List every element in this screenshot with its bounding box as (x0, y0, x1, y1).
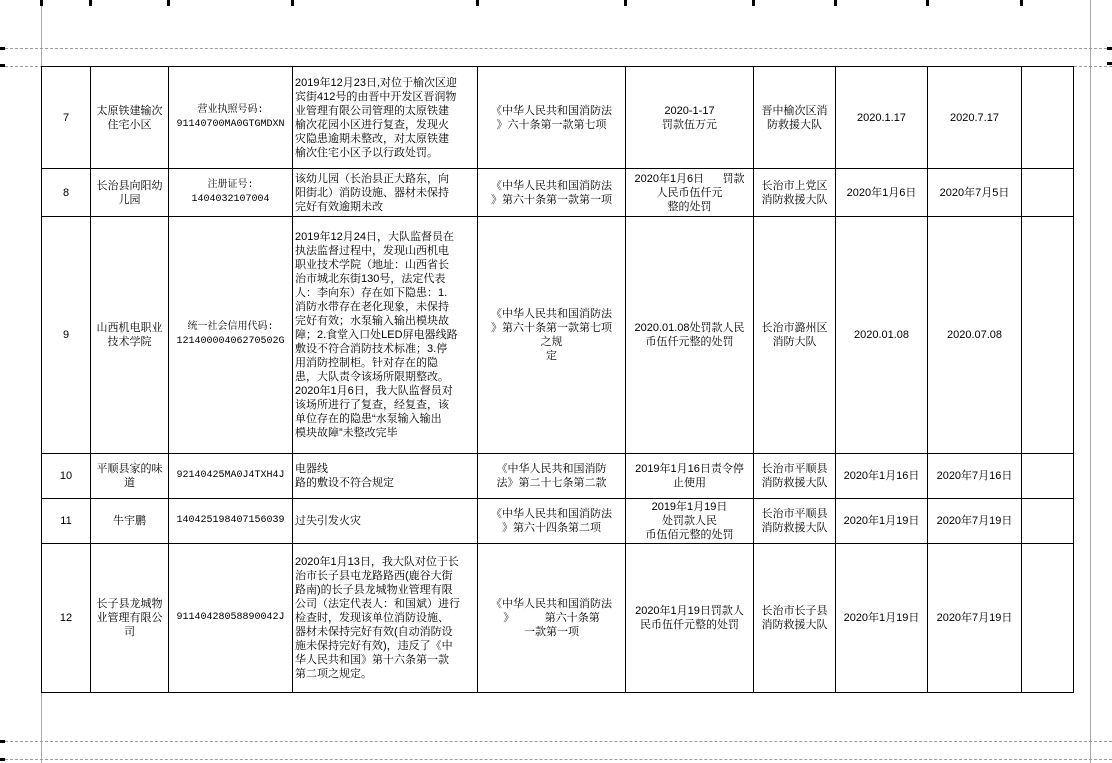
penalty-cell: 2020.01.08处罚款人民 币伍仟元整的处罚 (626, 217, 754, 454)
violation-facts-cell: 2020年1月13日，我大队对位于长 治市长子县屯龙路路西(鹿谷大街 路南)的长子县龙城物业管理有限 公司（法定代表人：和国斌）进行 检查时，发现该单位消防设施、 器材未保持完好有效(自动消防设 施未保持完好有效)，违反了《中 华人民共和国》第十六条第一款 第二项之规定。 (293, 544, 478, 693)
legal-basis-cell: 《中华人民共和国消防法 》第六十四条第二项 (478, 499, 626, 544)
decision-date-cell: 2020.1.17 (836, 67, 928, 169)
top-margin-handle-right[interactable] (1107, 62, 1112, 65)
violation-facts-cell: 过失引发火灾 (293, 499, 478, 544)
entity-code-cell: 统一社会信用代码: 12140000406270502G (169, 217, 293, 454)
penalty-cell: 2020年1月19日罚款人 民币伍仟元整的处罚 (626, 544, 754, 693)
authority-cell: 长治市长子县 消防救援大队 (754, 544, 836, 693)
row-number-cell: 12 (42, 544, 91, 693)
authority-cell: 长治市上党区 消防救援大队 (754, 169, 836, 217)
empty-cell (1022, 217, 1074, 454)
penalty-cell: 2020年1月6日 罚款 人民币伍仟元 整的处罚 (626, 169, 754, 217)
header-margin-handle[interactable] (0, 47, 5, 50)
legal-basis-cell: 《中华人民共和国消防法 》 第六十条第 一款第一项 (478, 544, 626, 693)
footer-margin-guide[interactable] (0, 759, 1112, 760)
table-row (42, 169, 1074, 217)
entity-code-cell: 营业执照号码: 91140700MA0GTGMDXN (169, 67, 293, 169)
table-row (42, 544, 1074, 693)
authority-cell: 晋中榆次区消 防救援大队 (754, 67, 836, 169)
violation-facts-cell: 电器线 路的敷设不符合规定 (293, 454, 478, 499)
column-width-handle[interactable] (476, 0, 479, 6)
end-date-cell: 2020.07.08 (928, 217, 1022, 454)
row-number-cell: 9 (42, 217, 91, 454)
end-date-cell: 2020.7.17 (928, 67, 1022, 169)
entity-code-cell: 注册证号: 1404032107004 (169, 169, 293, 217)
row-number-cell: 10 (42, 454, 91, 499)
violation-facts-cell: 2019年12月23日,对位于榆次区迎 宾街412号的由晋中开发区晋润物 业管理有限公司管理的太原铁建 榆次花园小区进行复查，发现火 灾隐患逾期未整改，对太原铁建 榆次住宅小区予以行政处罚。 (293, 67, 478, 169)
decision-date-cell: 2020年1月19日 (836, 544, 928, 693)
violation-facts-cell: 该幼儿园（长治县正大路东，向 阳街北）消防设施、器材未保持 完好有效逾期未改 (293, 169, 478, 217)
authority-cell: 长治市潞州区 消防大队 (754, 217, 836, 454)
penalty-table (41, 66, 1074, 693)
legal-basis-cell: 《中华人民共和国消防 法》第二十七条第二款 (478, 454, 626, 499)
column-width-handle[interactable] (1020, 0, 1023, 6)
top-margin-handle[interactable] (0, 64, 5, 67)
entity-name-cell: 平顺县家的味 道 (91, 454, 169, 499)
table-row (42, 499, 1074, 544)
table-row (42, 217, 1074, 454)
bottom-margin-handle[interactable] (0, 740, 5, 743)
bottom-margin-guide[interactable] (0, 741, 1112, 742)
violation-facts-cell: 2019年12月24日，大队监督员在 执法监督过程中，发现山西机电 职业技术学院（地址：山西省长 治市城北东街130号，法定代表 人：李向东）存在如下隐患：1. 消防水带存在老化现象，未保持 完好有效；水泵输入输出模块故 障；2.食堂入口处LED屏电器线路 敷设不符合消防技术标准；3.停 用消防控制柜。针对存在的隐 患，大队责令该场所限期整改。 2020年1月6日，我大队监督员对 该场所进行了复查，经复查，该 单位存在的隐患“水泵输入输出 模块故障”未整改完毕 (293, 217, 478, 454)
end-date-cell: 2020年7月16日 (928, 454, 1022, 499)
decision-date-cell: 2020年1月6日 (836, 169, 928, 217)
empty-cell (1022, 67, 1074, 169)
authority-cell: 长治市平顺县 消防救援大队 (754, 499, 836, 544)
end-date-cell: 2020年7月19日 (928, 544, 1022, 693)
penalty-cell: 2019年1月16日责令停 止使用 (626, 454, 754, 499)
column-width-handle[interactable] (834, 0, 837, 6)
column-width-handle[interactable] (167, 0, 170, 6)
end-date-cell: 2020年7月19日 (928, 499, 1022, 544)
penalty-cell: 2019年1月19日 处罚款人民 币伍佰元整的处罚 (626, 499, 754, 544)
authority-cell: 长治市平顺县 消防救援大队 (754, 454, 836, 499)
entity-code-cell: 92140425MA0J4TXH4J (169, 454, 293, 499)
table-row (42, 454, 1074, 499)
empty-cell (1022, 169, 1074, 217)
end-date-cell: 2020年7月5日 (928, 169, 1022, 217)
footer-margin-handle[interactable] (0, 758, 5, 761)
entity-name-cell: 长子县龙城物 业管理有限公 司 (91, 544, 169, 693)
empty-cell (1022, 499, 1074, 544)
column-width-handle[interactable] (291, 0, 294, 6)
entity-name-cell: 牛宇鹏 (91, 499, 169, 544)
column-width-handle[interactable] (40, 0, 43, 6)
column-width-handle[interactable] (752, 0, 755, 6)
row-number-cell: 8 (42, 169, 91, 217)
legal-basis-cell: 《中华人民共和国消防法 》第六十条第一款第七项 之规 定 (478, 217, 626, 454)
decision-date-cell: 2020年1月19日 (836, 499, 928, 544)
decision-date-cell: 2020.01.08 (836, 217, 928, 454)
right-margin-guide[interactable] (1090, 0, 1091, 763)
entity-code-cell: 91140428058890042J (169, 544, 293, 693)
empty-cell (1022, 454, 1074, 499)
column-width-handle[interactable] (624, 0, 627, 6)
header-margin-guide[interactable] (0, 48, 1112, 49)
table-row (42, 67, 1074, 169)
entity-name-cell: 长治县向阳幼 儿园 (91, 169, 169, 217)
entity-name-cell: 山西机电职业 技术学院 (91, 217, 169, 454)
row-number-cell: 11 (42, 499, 91, 544)
decision-date-cell: 2020年1月16日 (836, 454, 928, 499)
header-margin-handle-right[interactable] (1107, 47, 1112, 50)
legal-basis-cell: 《中华人民共和国消防法 》六十条第一款第七项 (478, 67, 626, 169)
penalty-cell: 2020-1-17 罚款伍万元 (626, 67, 754, 169)
column-width-handle[interactable] (89, 0, 92, 6)
legal-basis-cell: 《中华人民共和国消防法 》第六十条第一款第一项 (478, 169, 626, 217)
entity-code-cell: 140425198407156039 (169, 499, 293, 544)
column-width-handle[interactable] (926, 0, 929, 6)
empty-cell (1022, 544, 1074, 693)
row-number-cell: 7 (42, 67, 91, 169)
entity-name-cell: 太原铁建输次 住宅小区 (91, 67, 169, 169)
